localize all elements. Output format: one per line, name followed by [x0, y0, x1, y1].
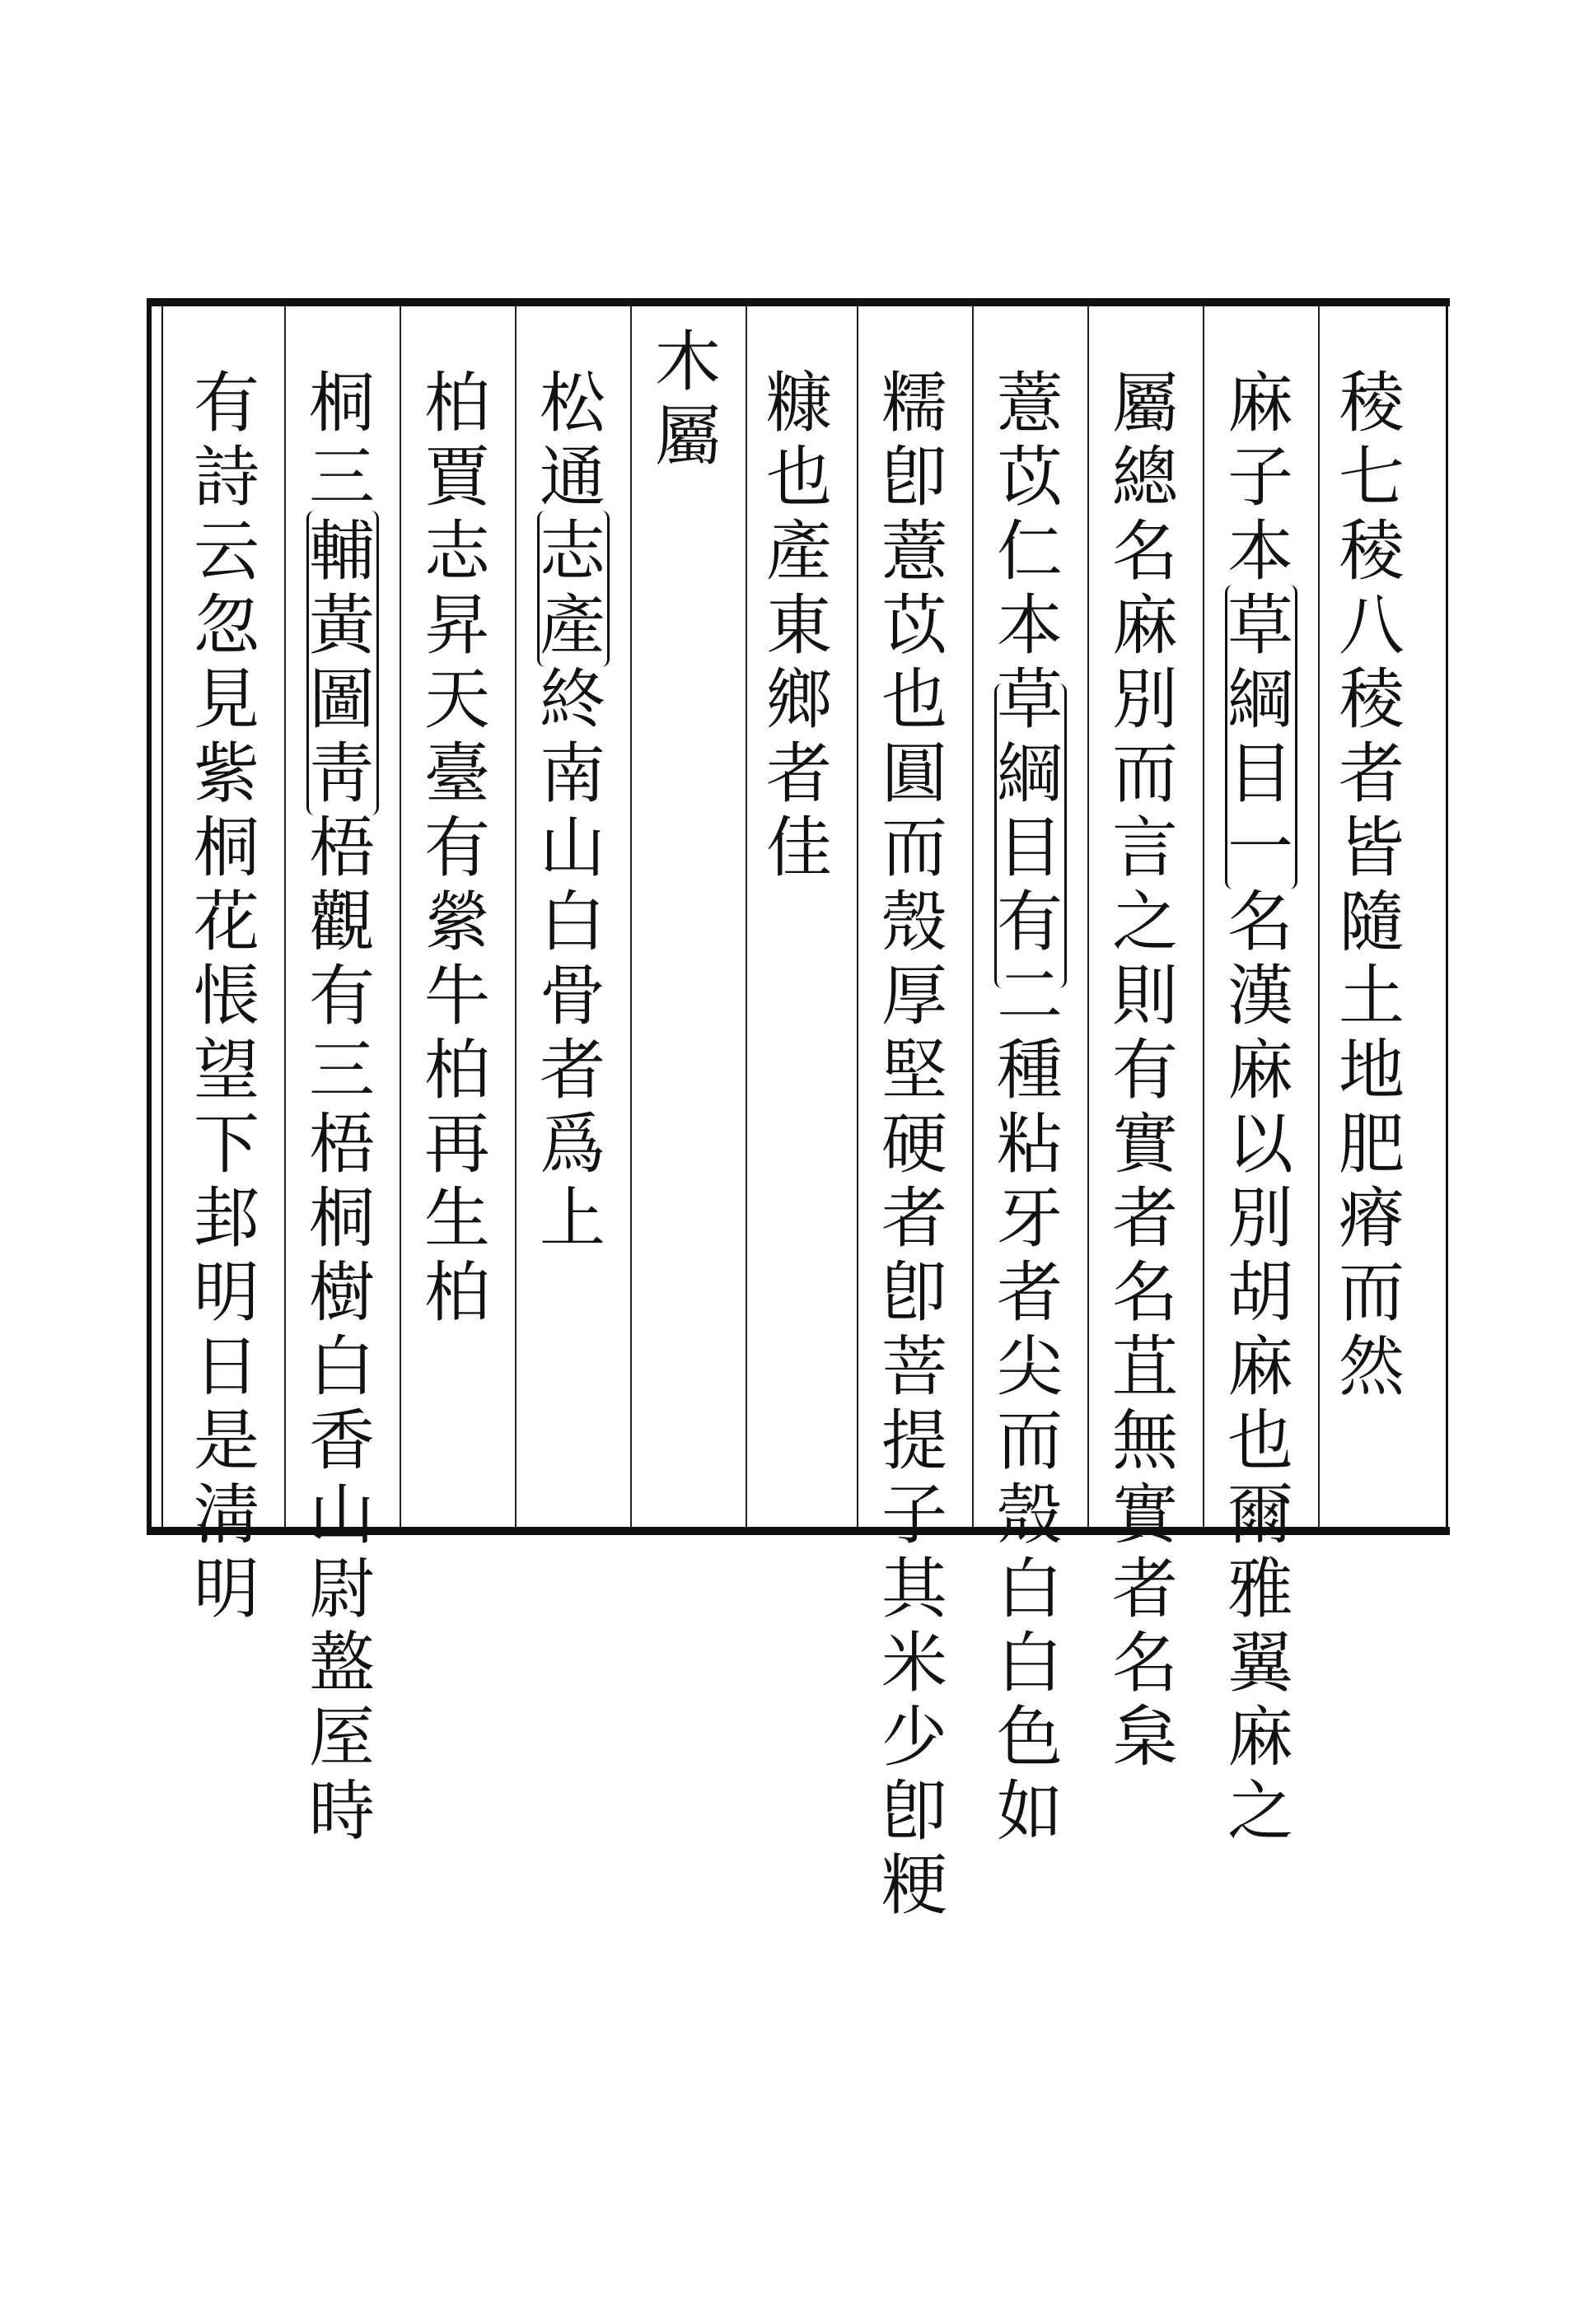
glyph: 下 [194, 1106, 259, 1183]
glyph: 終 [540, 661, 605, 738]
glyph: 者 [1339, 735, 1405, 812]
glyph: 也 [881, 661, 947, 738]
column-rule [972, 306, 974, 1527]
glyph: 柏 [424, 365, 490, 441]
glyph: 漢 [1227, 958, 1293, 1034]
glyph: 種 [997, 1032, 1063, 1108]
glyph: 菩 [881, 1328, 947, 1405]
glyph: 稜 [1339, 661, 1405, 738]
glyph: 生 [424, 1180, 490, 1257]
glyph: 紫 [194, 735, 259, 812]
glyph: 厚 [881, 958, 947, 1034]
glyph: 瘠 [1339, 1180, 1405, 1257]
column-rule [1203, 306, 1204, 1527]
glyph: 總 [1112, 439, 1178, 516]
glyph: 糠 [766, 365, 832, 441]
text-column-11 [181, 366, 272, 1626]
glyph: 也 [1227, 1402, 1293, 1479]
column-text [535, 366, 610, 1256]
glyph: 圖 [309, 661, 375, 738]
glyph: 觀 [309, 884, 375, 960]
glyph: 牛 [424, 958, 490, 1034]
glyph: 黃 [309, 587, 375, 664]
source-bracket [994, 684, 1067, 988]
glyph: 有 [1112, 1032, 1178, 1108]
glyph: 詩 [194, 439, 259, 516]
glyph: 者 [1112, 1551, 1178, 1627]
glyph: 卽 [881, 439, 947, 516]
column-rule [857, 306, 858, 1527]
glyph: 麻 [1227, 365, 1293, 441]
glyph: 提 [881, 1402, 947, 1479]
glyph: 尉 [309, 1551, 375, 1627]
frame-inner-left-line [161, 306, 163, 1527]
glyph: 樹 [309, 1254, 375, 1331]
glyph: 枲 [1112, 1699, 1178, 1776]
glyph: 爾 [1227, 1477, 1293, 1553]
glyph: 三 [309, 1032, 375, 1108]
glyph: 賈 [424, 439, 490, 516]
glyph: 目 [1227, 735, 1293, 812]
glyph: 也 [766, 439, 832, 516]
glyph: 而 [997, 1402, 1063, 1479]
column-text [189, 366, 264, 1626]
glyph: 稜 [1339, 365, 1405, 441]
glyph: 色 [997, 1699, 1063, 1776]
text-column-6 [754, 366, 844, 885]
text-column-7 [643, 325, 733, 474]
glyph: 鄉 [766, 661, 832, 738]
glyph: 言 [1112, 810, 1178, 886]
glyph: 粳 [881, 1847, 947, 1924]
glyph: 屬 [1112, 365, 1178, 441]
text-column-9 [412, 366, 503, 1330]
glyph: 而 [881, 810, 947, 886]
glyph: 八 [1339, 587, 1405, 664]
glyph: 盩 [309, 1625, 375, 1701]
glyph: 圓 [881, 735, 947, 812]
glyph: 桐 [309, 365, 375, 441]
glyph: 粘 [997, 1106, 1063, 1183]
glyph: 別 [1112, 661, 1178, 738]
glyph: 山 [540, 810, 605, 886]
column-rule [746, 306, 747, 1527]
source-bracket [1225, 585, 1297, 889]
source-bracket [306, 511, 379, 815]
glyph: 以 [1227, 1106, 1293, 1183]
text-column-8 [527, 366, 618, 1256]
column-text [762, 366, 836, 885]
glyph: 白 [309, 1328, 375, 1405]
glyph: 悵 [194, 958, 259, 1034]
glyph: 梧 [309, 810, 375, 886]
glyph: 本 [997, 587, 1063, 664]
glyph: 如 [997, 1773, 1063, 1850]
glyph: 者 [997, 1254, 1063, 1331]
column-text [651, 325, 725, 474]
glyph: 厔 [309, 1699, 375, 1776]
glyph: 爲 [540, 1106, 605, 1183]
source-bracket [537, 511, 610, 667]
glyph: 上 [540, 1180, 605, 1257]
glyph: 桐 [194, 810, 259, 886]
glyph: 皆 [1339, 810, 1405, 886]
glyph: 別 [1227, 1180, 1293, 1257]
glyph: 仁 [997, 513, 1063, 590]
glyph: 名 [1227, 884, 1293, 960]
glyph: 隨 [1339, 884, 1405, 960]
column-rule [630, 306, 632, 1527]
glyph: 柏 [424, 1032, 490, 1108]
column-text [1335, 366, 1409, 1404]
glyph: 邽 [194, 1180, 259, 1257]
glyph: 輔 [309, 513, 375, 590]
glyph: 地 [1339, 1032, 1405, 1108]
glyph: 實 [1112, 1477, 1178, 1553]
glyph: 白 [540, 884, 605, 960]
glyph: 屬 [655, 398, 721, 474]
glyph: 一 [1227, 810, 1293, 886]
glyph: 有 [424, 810, 490, 886]
glyph: 胡 [1227, 1254, 1293, 1331]
glyph: 子 [1227, 439, 1293, 516]
glyph: 米 [881, 1625, 947, 1701]
glyph: 實 [1112, 1106, 1178, 1183]
glyph: 有 [309, 958, 375, 1034]
glyph: 者 [881, 1180, 947, 1257]
glyph: 通 [540, 439, 605, 516]
text-column-5 [869, 366, 960, 1923]
glyph: 望 [194, 1032, 259, 1108]
glyph: 子 [881, 1477, 947, 1553]
glyph: 牙 [997, 1180, 1063, 1257]
glyph: 時 [309, 1773, 375, 1850]
glyph: 麻 [1227, 1328, 1293, 1405]
glyph: 靑 [309, 735, 375, 812]
glyph: 是 [194, 1402, 259, 1479]
glyph: 然 [1339, 1328, 1405, 1405]
glyph: 柏 [424, 1254, 490, 1331]
glyph: 綱 [1227, 661, 1293, 738]
text-column-1 [1326, 366, 1417, 1404]
glyph: 草 [997, 661, 1063, 738]
glyph: 佳 [766, 810, 832, 886]
glyph: 堅 [881, 1032, 947, 1108]
glyph: 苡 [997, 439, 1063, 516]
glyph: 者 [1112, 1180, 1178, 1257]
frame-right-line [1446, 306, 1448, 1527]
glyph: 麻 [1227, 1032, 1293, 1108]
glyph: 而 [1339, 1254, 1405, 1331]
glyph: 白 [997, 1551, 1063, 1627]
glyph: 苴 [1112, 1328, 1178, 1405]
glyph: 尖 [997, 1328, 1063, 1405]
column-rule [1087, 306, 1089, 1527]
glyph: 雅 [1227, 1551, 1293, 1627]
glyph: 肥 [1339, 1106, 1405, 1183]
column-text [877, 366, 951, 1923]
glyph: 草 [1227, 587, 1293, 664]
column-text [420, 366, 494, 1330]
column-rule [400, 306, 401, 1527]
glyph: 殼 [997, 1477, 1063, 1553]
glyph: 殼 [881, 884, 947, 960]
glyph: 稜 [1339, 513, 1405, 590]
column-rule [515, 306, 517, 1527]
glyph: 者 [540, 1032, 605, 1108]
glyph: 之 [1112, 884, 1178, 960]
glyph: 骨 [540, 958, 605, 1034]
glyph: 卽 [881, 1773, 947, 1850]
glyph: 糯 [881, 365, 947, 441]
glyph: 山 [309, 1477, 375, 1553]
glyph: 綱 [997, 735, 1063, 812]
glyph: 淸 [194, 1477, 259, 1553]
glyph: 志 [540, 513, 605, 590]
glyph: 志 [424, 513, 490, 590]
glyph: 七 [1339, 439, 1405, 516]
text-column-4 [984, 366, 1075, 1849]
glyph: 其 [881, 1551, 947, 1627]
glyph: 三 [309, 439, 375, 516]
glyph: 土 [1339, 958, 1405, 1034]
glyph: 東 [766, 587, 832, 664]
column-text [1108, 366, 1182, 1775]
glyph: 昇 [424, 587, 490, 664]
glyph: 縈 [424, 884, 490, 960]
glyph: 二 [997, 958, 1063, 1034]
text-column-3 [1100, 366, 1190, 1775]
glyph: 明 [194, 1254, 259, 1331]
glyph: 花 [194, 884, 259, 960]
glyph: 產 [766, 513, 832, 590]
glyph: 本 [1227, 513, 1293, 590]
glyph: 少 [881, 1699, 947, 1776]
glyph: 有 [194, 365, 259, 441]
glyph: 名 [1112, 1254, 1178, 1331]
glyph: 云 [194, 513, 259, 590]
glyph: 有 [997, 884, 1063, 960]
glyph: 日 [194, 1328, 259, 1405]
glyph: 翼 [1227, 1625, 1293, 1701]
glyph: 再 [424, 1106, 490, 1183]
glyph: 臺 [424, 735, 490, 812]
glyph: 麻 [1112, 587, 1178, 664]
glyph: 見 [194, 661, 259, 738]
column-rule [284, 306, 286, 1527]
glyph: 者 [766, 735, 832, 812]
glyph: 木 [655, 324, 721, 400]
glyph: 薏 [997, 365, 1063, 441]
column-text [993, 366, 1067, 1849]
glyph: 白 [997, 1625, 1063, 1701]
glyph: 麻 [1227, 1699, 1293, 1776]
glyph: 天 [424, 661, 490, 738]
column-rule [1318, 306, 1320, 1527]
glyph: 香 [309, 1402, 375, 1479]
glyph: 無 [1112, 1402, 1178, 1479]
glyph: 忽 [194, 587, 259, 664]
glyph: 則 [1112, 958, 1178, 1034]
glyph: 桐 [309, 1180, 375, 1257]
glyph: 卽 [881, 1254, 947, 1331]
glyph: 松 [540, 365, 605, 441]
glyph: 薏 [881, 513, 947, 590]
glyph: 產 [540, 587, 605, 664]
glyph: 苡 [881, 587, 947, 664]
glyph: 名 [1112, 513, 1178, 590]
glyph: 梧 [309, 1106, 375, 1183]
glyph: 南 [540, 735, 605, 812]
glyph: 硬 [881, 1106, 947, 1183]
glyph: 名 [1112, 1625, 1178, 1701]
glyph: 而 [1112, 735, 1178, 812]
glyph: 明 [194, 1551, 259, 1627]
glyph: 目 [997, 810, 1063, 886]
glyph: 之 [1227, 1773, 1293, 1850]
